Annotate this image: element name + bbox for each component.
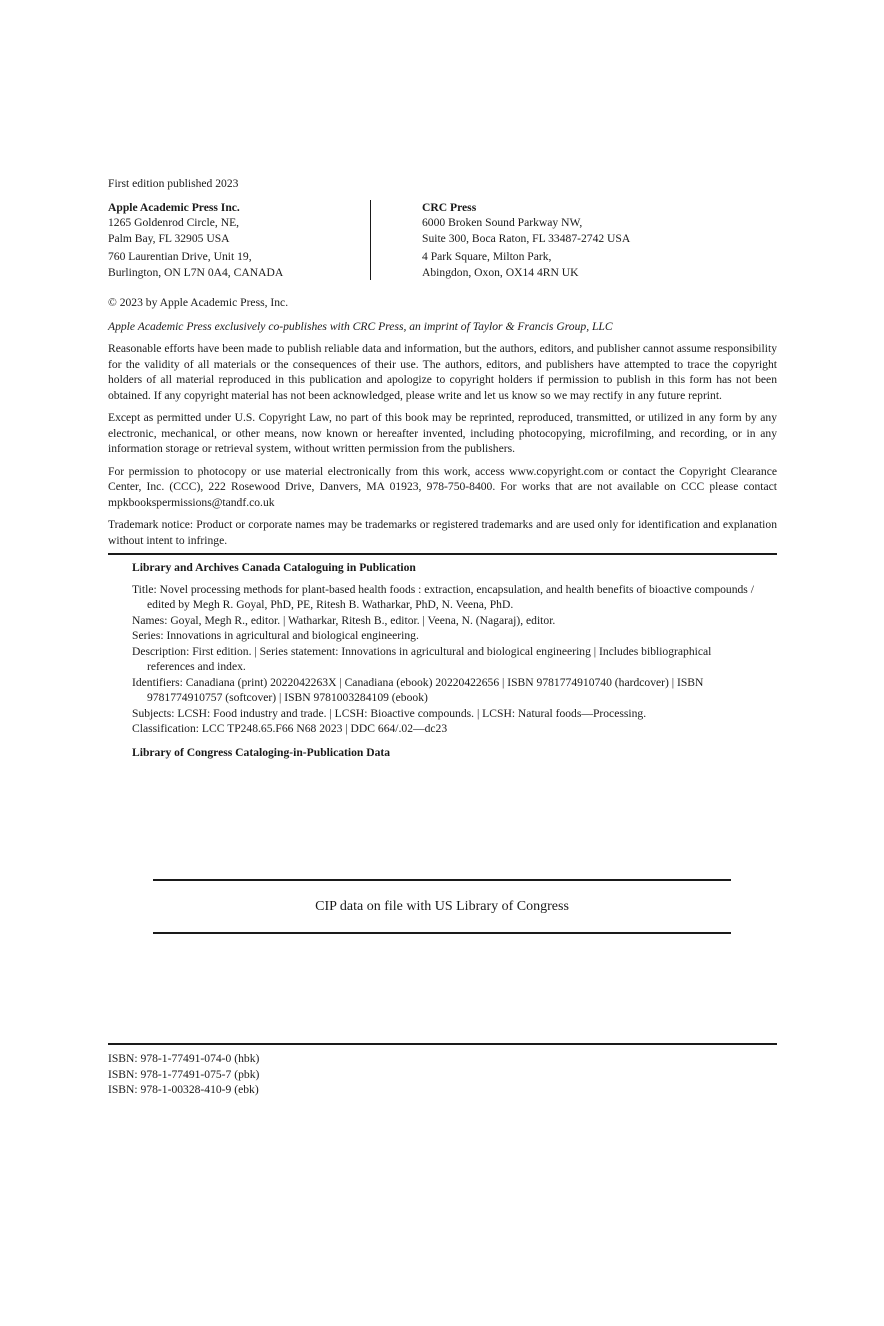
loc-box-top-rule xyxy=(153,879,731,881)
cip-block xyxy=(108,555,777,760)
cip-classification: Classification: LCC TP248.65.F66 N68 2023 | DDC 664/.02—dc23 xyxy=(132,722,448,735)
address-line: 760 Laurentian Drive, Unit 19, xyxy=(108,250,252,263)
address-line: 1265 Goldenrod Circle, NE, xyxy=(108,216,240,229)
cip-title: Title: Novel processing methods for plant-based health foods : extraction, encapsulation, and health benefits of bioactive compounds / edited by Megh R. Goyal, PhD, PE, Ritesh B. Watharkar, PhD, N. Veena, PhD. xyxy=(132,582,754,611)
publisher-name: Apple Academic Press Inc. xyxy=(108,200,240,214)
address-line: Burlington, ON L7N 0A4, CANADA xyxy=(108,265,284,279)
loc-message: CIP data on file with US Library of Congress xyxy=(315,899,569,914)
cip-series: Series: Innovations in agricultural and biological engineering. xyxy=(132,629,419,642)
loc-heading: Library of Congress Cataloging-in-Publication Data xyxy=(132,745,391,759)
address-line: 4 Park Square, Milton Park, xyxy=(422,250,552,263)
trademark-paragraph: Trademark notice: Product or corporate names may be trademarks or registered trademarks and are used only for identification and explanation without intent to infringe. xyxy=(108,518,777,547)
address-line: Palm Bay, FL 32905 USA xyxy=(108,231,230,245)
isbn-rule xyxy=(108,1043,777,1045)
cip-description: Description: First edition. | Series statement: Innovations in agricultural and biological engineering | Includes bibliographical references and index. xyxy=(132,644,712,673)
isbn-pbk: ISBN: 978-1-77491-075-7 (pbk) xyxy=(108,1067,260,1081)
isbn-ebk: ISBN: 978-1-00328-410-9 (ebk) xyxy=(108,1083,259,1096)
publisher-crc-press xyxy=(422,200,772,281)
address-line: 6000 Broken Sound Parkway NW, xyxy=(422,216,583,229)
cip-identifiers: Identifiers: Canadiana (print) 2022042263X | Canadiana (ebook) 20220422656 | ISBN 9781774910740 (hardcover) | ISBN 9781774910757 (softcover) | ISBN 9781003284109 (ebook) xyxy=(132,675,704,704)
cip-names: Names: Goyal, Megh R., editor. | Watharkar, Ritesh B., editor. | Veena, N. (Nagaraj), editor. xyxy=(132,613,556,627)
address-line: Abingdon, Oxon, OX14 4RN UK xyxy=(422,265,579,279)
address-line: Suite 300, Boca Raton, FL 33487-2742 USA xyxy=(422,231,631,245)
publisher-addresses xyxy=(108,200,777,281)
cip-subjects: Subjects: LCSH: Food industry and trade. | LCSH: Bioactive compounds. | LCSH: Natural foods—Processing. xyxy=(132,706,647,720)
permission-paragraph: For permission to photocopy or use material electronically from this work, access www.copyright.com or contact the Copyright Clearance Center, Inc. (CCC), 222 Rosewood Drive, Danvers, MA 01923, 978-750-8400. For works that are not available on CCC please contact mpkbookspermissions@tandf.co.uk xyxy=(108,464,777,509)
copyright-page xyxy=(108,176,777,760)
edition-statement: First edition published 2023 xyxy=(108,177,239,190)
isbn-list xyxy=(108,1051,259,1098)
loc-box-bottom-rule xyxy=(153,932,731,934)
copyright-line: © 2023 by Apple Academic Press, Inc. xyxy=(108,296,289,309)
cip-heading: Library and Archives Canada Cataloguing in Publication xyxy=(132,561,416,574)
publisher-apple-academic xyxy=(108,200,370,281)
copyright-law-paragraph: Except as permitted under U.S. Copyright Law, no part of this book may be reprinted, reproduced, transmitted, or utilized in any form by any electronic, mechanical, or other means, now known or hereafter invented, including photocopying, microfilming, and recording, or in any information storage or retrieval system, without written permission from the publishers. xyxy=(108,411,777,455)
disclaimer-paragraph: Reasonable efforts have been made to publish reliable data and information, but the authors, editors, and publisher cannot assume responsibility for the validity of all materials or the consequences of their use. The authors, editors, and publishers have attempted to trace the copyright holders of all material reproduced in this publication and apologize to copyright holders if permission to publish in this form has not been obtained. If any copyright material has not been acknowledged, please write and let us know so we may rectify in any future reprint. xyxy=(108,342,777,402)
copublish-statement: Apple Academic Press exclusively co-publishes with CRC Press, an imprint of Taylor & Francis Group, LLC xyxy=(108,319,613,333)
isbn-hbk: ISBN: 978-1-77491-074-0 (hbk) xyxy=(108,1052,260,1065)
column-divider xyxy=(370,200,371,281)
publisher-name: CRC Press xyxy=(422,200,477,214)
loc-cip-box xyxy=(153,879,731,934)
